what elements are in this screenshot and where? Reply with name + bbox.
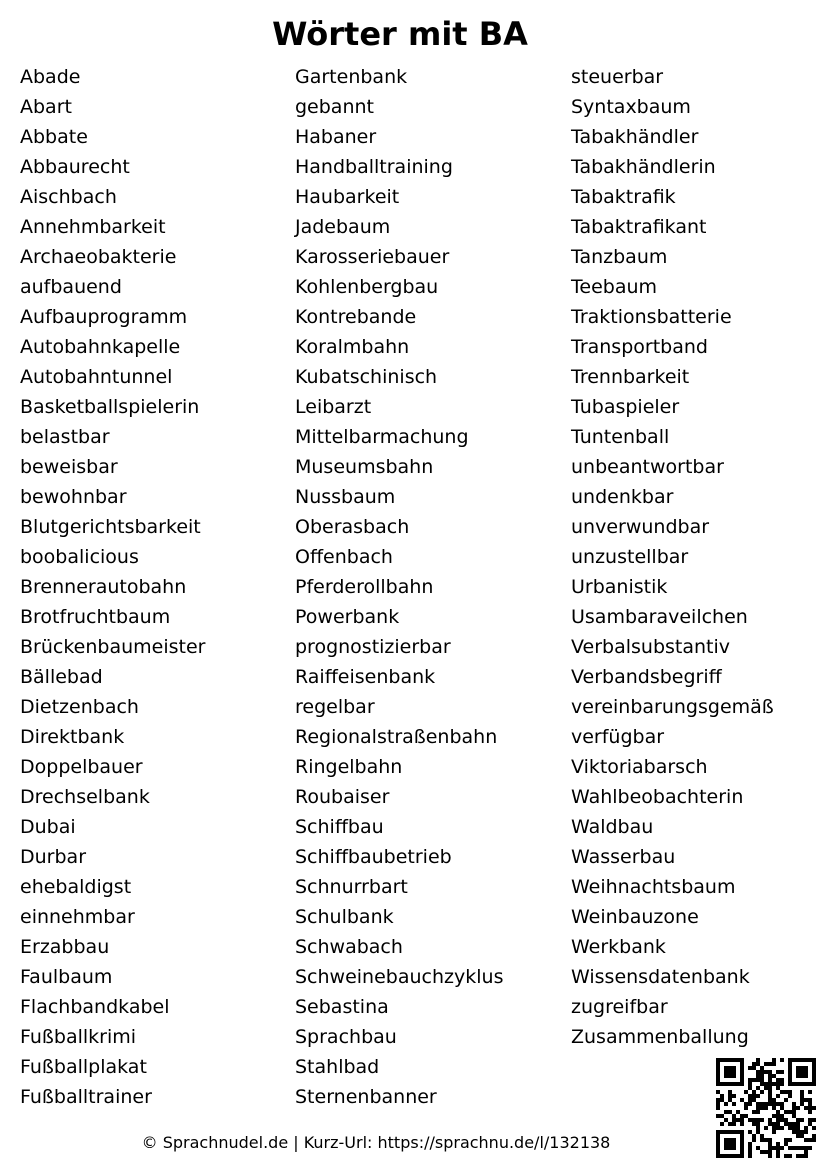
word-item: Karosseriebauer xyxy=(295,246,450,268)
word-item: Autobahnkapelle xyxy=(20,336,181,358)
word-item: Faulbaum xyxy=(20,966,113,988)
word-item: Oberasbach xyxy=(295,516,410,538)
word-item: Trennbarkeit xyxy=(571,366,690,388)
word-item: Sprachbau xyxy=(295,1026,397,1048)
word-item: regelbar xyxy=(295,696,375,718)
word-item: Habaner xyxy=(295,126,377,148)
word-item: Stahlbad xyxy=(295,1056,380,1078)
word-item: Doppelbauer xyxy=(20,756,143,778)
word-item: Schwabach xyxy=(295,936,403,958)
word-item: Regionalstraßenbahn xyxy=(295,726,498,748)
word-item: Annehmbarkeit xyxy=(20,216,166,238)
word-item: beweisbar xyxy=(20,456,118,478)
word-item: Museumsbahn xyxy=(295,456,434,478)
word-item: ehebaldigst xyxy=(20,876,132,898)
word-item: Abart xyxy=(20,96,72,118)
word-column-2 xyxy=(295,62,503,1112)
word-item: Werkbank xyxy=(571,936,666,958)
word-item: Fußballtrainer xyxy=(20,1086,152,1108)
word-item: Brotfruchtbaum xyxy=(20,606,171,628)
word-item: Bällebad xyxy=(20,666,103,688)
word-item: Verbalsubstantiv xyxy=(571,636,731,658)
word-item: Abbaurecht xyxy=(20,156,130,178)
word-item: Drechselbank xyxy=(20,786,150,808)
footer-text: © Sprachnudel.de | Kurz-Url: https://sprachnu.de/l/132138 xyxy=(141,1133,611,1152)
word-item: Tabaktrafik xyxy=(571,186,676,208)
word-item: Kubatschinisch xyxy=(295,366,438,388)
word-item: verfügbar xyxy=(571,726,665,748)
word-item: Tabakhändler xyxy=(571,126,699,148)
word-item: Waldbau xyxy=(571,816,654,838)
word-item: Aischbach xyxy=(20,186,117,208)
word-item: Koralmbahn xyxy=(295,336,410,358)
word-item: Tabakhändlerin xyxy=(571,156,716,178)
word-item: Powerbank xyxy=(295,606,400,628)
word-column-3 xyxy=(571,62,774,1052)
word-item: Handballtraining xyxy=(295,156,453,178)
word-item: Weihnachtsbaum xyxy=(571,876,736,898)
word-item: Syntaxbaum xyxy=(571,96,691,118)
word-item: Usambaraveilchen xyxy=(571,606,748,628)
word-item: Tabaktrafikant xyxy=(571,216,707,238)
word-column-1 xyxy=(20,62,205,1112)
word-item: Haubarkeit xyxy=(295,186,400,208)
word-item: Wasserbau xyxy=(571,846,676,868)
word-item: prognostizierbar xyxy=(295,636,451,658)
word-item: Mittelbarmachung xyxy=(295,426,469,448)
word-item: Fußballkrimi xyxy=(20,1026,137,1048)
word-item: Teebaum xyxy=(571,276,658,298)
word-item: aufbauend xyxy=(20,276,122,298)
word-item: Durbar xyxy=(20,846,86,868)
word-item: unzustellbar xyxy=(571,546,689,568)
word-item: Kontrebande xyxy=(295,306,417,328)
word-item: gebannt xyxy=(295,96,374,118)
word-item: Wahlbeobachterin xyxy=(571,786,744,808)
word-item: Schiffbaubetrieb xyxy=(295,846,452,868)
qr-code-icon xyxy=(716,1058,816,1158)
word-item: Abade xyxy=(20,66,81,88)
word-item: Sternenbanner xyxy=(295,1086,437,1108)
word-item: Roubaiser xyxy=(295,786,390,808)
word-item: Wissensdatenbank xyxy=(571,966,750,988)
word-item: zugreifbar xyxy=(571,996,668,1018)
page-title: Wörter mit BA xyxy=(272,15,528,53)
word-item: vereinbarungsgemäß xyxy=(571,696,774,718)
word-item: Schiffbau xyxy=(295,816,384,838)
word-item: Abbate xyxy=(20,126,88,148)
word-item: Erzabbau xyxy=(20,936,110,958)
word-item: unverwundbar xyxy=(571,516,710,538)
word-item: Autobahntunnel xyxy=(20,366,173,388)
word-item: Viktoriabarsch xyxy=(571,756,708,778)
word-item: Aufbauprogramm xyxy=(20,306,188,328)
word-item: Schnurrbart xyxy=(295,876,408,898)
word-item: Tuntenball xyxy=(571,426,670,448)
word-item: Tanzbaum xyxy=(571,246,668,268)
word-item: Fußballplakat xyxy=(20,1056,147,1078)
word-item: Transportband xyxy=(571,336,708,358)
word-item: einnehmbar xyxy=(20,906,135,928)
word-item: steuerbar xyxy=(571,66,664,88)
word-item: Brennerautobahn xyxy=(20,576,187,598)
word-item: Ringelbahn xyxy=(295,756,403,778)
word-item: belastbar xyxy=(20,426,110,448)
word-item: Basketballspielerin xyxy=(20,396,200,418)
word-item: Urbanistik xyxy=(571,576,668,598)
word-item: Kohlenbergbau xyxy=(295,276,439,298)
word-item: Pferderollbahn xyxy=(295,576,434,598)
word-item: undenkbar xyxy=(571,486,674,508)
word-item: Schweinebauchzyklus xyxy=(295,966,504,988)
word-item: Tubaspieler xyxy=(571,396,680,418)
word-item: Traktionsbatterie xyxy=(571,306,732,328)
word-item: boobalicious xyxy=(20,546,139,568)
word-item: bewohnbar xyxy=(20,486,127,508)
word-item: Schulbank xyxy=(295,906,394,928)
word-item: Nussbaum xyxy=(295,486,396,508)
word-item: Zusammenballung xyxy=(571,1026,749,1048)
word-item: Gartenbank xyxy=(295,66,408,88)
word-item: Leibarzt xyxy=(295,396,372,418)
word-item: Blutgerichtsbarkeit xyxy=(20,516,201,538)
word-item: Dubai xyxy=(20,816,76,838)
word-item: Dietzenbach xyxy=(20,696,139,718)
word-item: Brückenbaumeister xyxy=(20,636,206,658)
word-item: Archaeobakterie xyxy=(20,246,177,268)
word-item: Direktbank xyxy=(20,726,125,748)
word-item: Flachbandkabel xyxy=(20,996,170,1018)
word-item: unbeantwortbar xyxy=(571,456,724,478)
word-item: Jadebaum xyxy=(295,216,391,238)
word-item: Weinbauzone xyxy=(571,906,699,928)
word-item: Verbandsbegriff xyxy=(571,666,722,688)
word-item: Raiffeisenbank xyxy=(295,666,436,688)
word-item: Offenbach xyxy=(295,546,393,568)
word-item: Sebastina xyxy=(295,996,389,1018)
